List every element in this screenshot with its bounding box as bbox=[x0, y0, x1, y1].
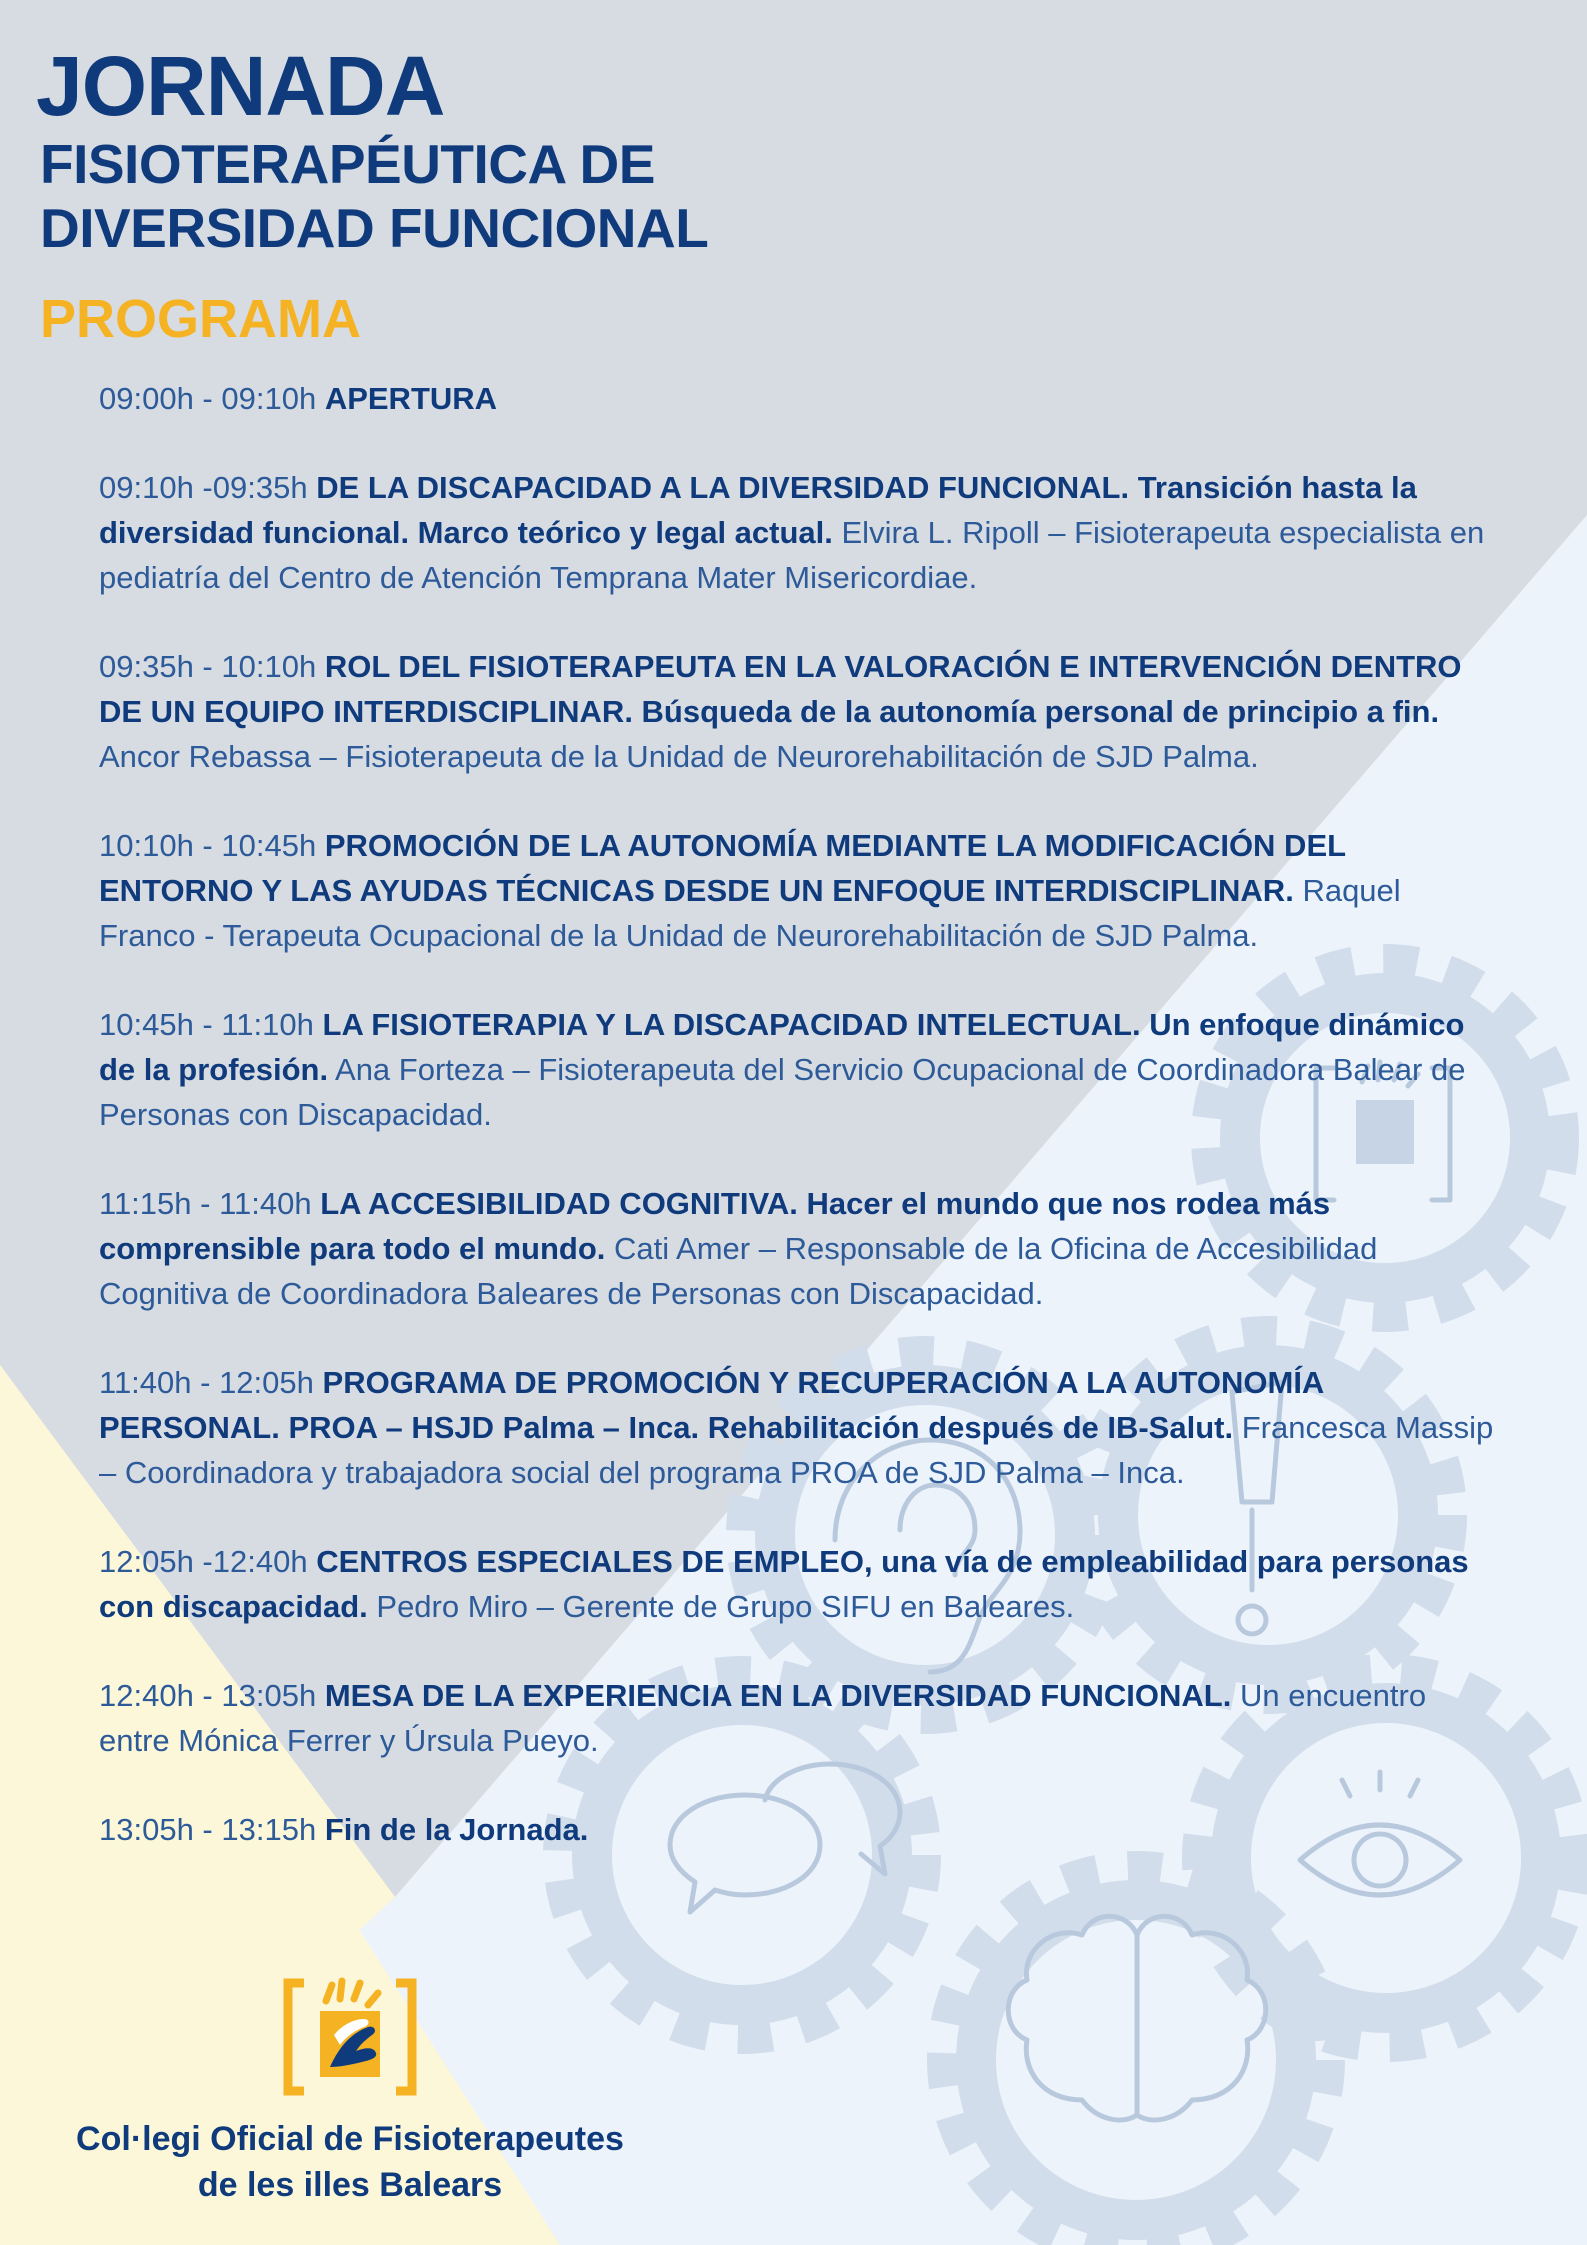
program-heading: PROGRAMA bbox=[40, 289, 361, 349]
program-item bbox=[99, 1807, 1499, 1852]
program-item-topic: CENTROS ESPECIALES DE EMPLEO, una vía de empleabilidad para personas con discapacidad. bbox=[99, 1544, 1469, 1624]
program-item-topic: MESA DE LA EXPERIENCIA EN LA DIVERSIDAD FUNCIONAL. bbox=[324, 1678, 1232, 1713]
program-item-description: Elvira L. Ripoll – Fisioterapeuta especialista en pediatría del Centro de Atención Temprana Mater Misericordiae. bbox=[99, 515, 1485, 595]
college-name-line-2: de les illes Balears bbox=[197, 2166, 503, 2204]
program-item-topic: DE LA DISCAPACIDAD A LA DIVERSIDAD FUNCIONAL. Transición hasta la diversidad funcional. Marco teórico y legal actual. bbox=[99, 470, 1417, 550]
program-item-description: Ana Forteza – Fisioterapeuta del Servicio Ocupacional de Coordinadora Balear de Personas con Discapacidad. bbox=[99, 1052, 1466, 1132]
program-item bbox=[99, 376, 1499, 421]
college-name-line-1: Col·legi Oficial de Fisioterapeutes bbox=[76, 2120, 624, 2158]
program-item-description: Un encuentro entre Mónica Ferrer y Úrsula Pueyo. bbox=[99, 1678, 1427, 1758]
program-item bbox=[99, 465, 1499, 600]
college-logo-icon bbox=[282, 1977, 418, 2097]
program-item bbox=[99, 1673, 1499, 1763]
program-item-time: 10:45h - 11:10h bbox=[99, 1007, 314, 1042]
program-item-topic: LA FISIOTERAPIA Y LA DISCAPACIDAD INTELECTUAL. Un enfoque dinámico de la profesión. bbox=[99, 1007, 1465, 1087]
subtitle-line-2: DIVERSIDAD FUNCIONAL bbox=[40, 197, 709, 259]
program-list bbox=[99, 376, 1499, 1896]
program-item-time: 10:10h - 10:45h bbox=[99, 828, 317, 863]
program-item bbox=[99, 1539, 1499, 1629]
program-item-topic: APERTURA bbox=[324, 381, 498, 416]
program-item-time: 11:15h - 11:40h bbox=[99, 1186, 312, 1221]
program-item-time: 13:05h - 13:15h bbox=[99, 1812, 317, 1847]
program-item-time: 09:10h -09:35h bbox=[99, 470, 308, 505]
program-item-description: Pedro Miro – Gerente de Grupo SIFU en Baleares. bbox=[376, 1589, 1075, 1624]
program-item-description: Francesca Massip – Coordinadora y trabajadora social del programa PROA de SJD Palma – Inca. bbox=[99, 1410, 1494, 1490]
program-item bbox=[99, 1181, 1499, 1316]
program-item-time: 12:05h -12:40h bbox=[99, 1544, 308, 1579]
page-title: JORNADA bbox=[36, 39, 445, 133]
program-item-topic: PROMOCIÓN DE LA AUTONOMÍA MEDIANTE LA MODIFICACIÓN DEL ENTORNO Y LAS AYUDAS TÉCNICAS DESDE UN ENFOQUE INTERDISCIPLINAR. bbox=[99, 828, 1346, 908]
program-item-topic: Fin de la Jornada. bbox=[324, 1812, 589, 1847]
program-item bbox=[99, 823, 1499, 958]
page-subtitle bbox=[40, 132, 708, 260]
program-item-description: Cati Amer – Responsable de la Oficina de Accesibilidad Cognitiva de Coordinadora Baleares de Personas con Discapacidad. bbox=[99, 1231, 1378, 1311]
program-item-description: Ancor Rebassa – Fisioterapeuta de la Unidad de Neurorehabilitación de SJD Palma. bbox=[99, 739, 1259, 774]
program-item bbox=[99, 1360, 1499, 1495]
program-item bbox=[99, 644, 1499, 779]
program-item-time: 11:40h - 12:05h bbox=[99, 1365, 314, 1400]
program-item-topic: LA ACCESIBILIDAD COGNITIVA. Hacer el mundo que nos rodea más comprensible para todo el mundo. bbox=[99, 1186, 1331, 1266]
program-item-topic: ROL DEL FISIOTERAPEUTA EN LA VALORACIÓN E INTERVENCIÓN DENTRO DE UN EQUIPO INTERDISCIPLINAR. Búsqueda de la autonomía personal de principio a fin. bbox=[99, 649, 1462, 729]
program-item-time: 09:00h - 09:10h bbox=[99, 381, 317, 416]
subtitle-line-1: FISIOTERAPÉUTICA DE bbox=[40, 133, 655, 195]
program-item-time: 12:40h - 13:05h bbox=[99, 1678, 317, 1713]
program-item-description: Raquel Franco - Terapeuta Ocupacional de la Unidad de Neurorehabilitación de SJD Palma. bbox=[99, 873, 1401, 953]
program-item-topic: PROGRAMA DE PROMOCIÓN Y RECUPERACIÓN A LA AUTONOMÍA PERSONAL. PROA – HSJD Palma – Inca. Rehabilitación después de IB-Salut. bbox=[99, 1365, 1324, 1445]
program-item-time: 09:35h - 10:10h bbox=[99, 649, 317, 684]
college-name bbox=[40, 2116, 660, 2208]
program-item bbox=[99, 1002, 1499, 1137]
